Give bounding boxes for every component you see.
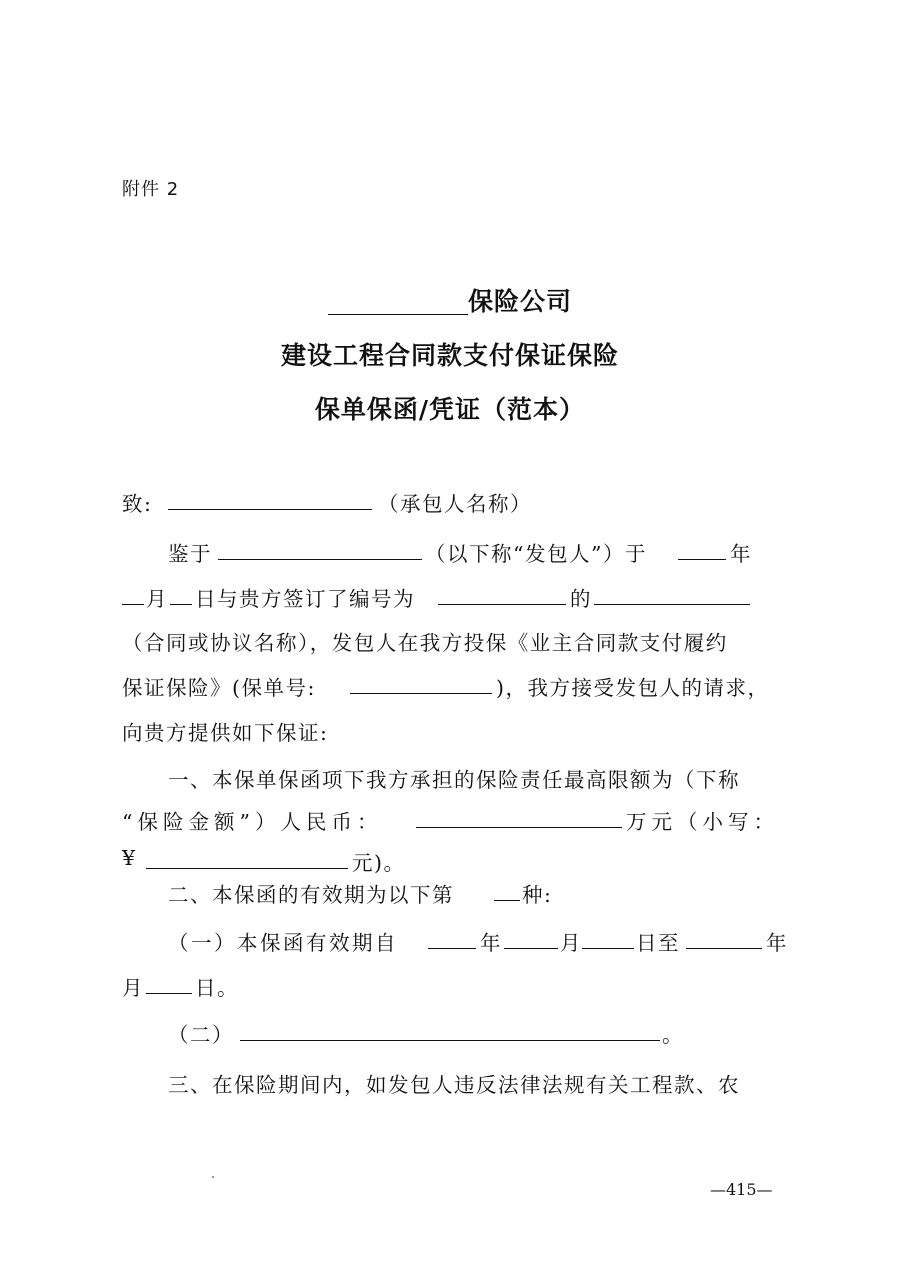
page-number: —415— — [710, 1180, 773, 1199]
p5-text-a: （二） — [168, 1023, 234, 1047]
p1-text-h: 保证保险》(保单号: — [122, 676, 316, 700]
contract-name-blank[interactable] — [594, 582, 750, 605]
end-year-blank[interactable] — [686, 926, 762, 949]
p4-text-a: （一）本保函有效期自 — [168, 931, 398, 955]
sign-day-blank[interactable] — [170, 582, 192, 605]
p6-text-a: 三、在保险期间内，如发包人违反法律法规有关工程款、农 — [168, 1073, 740, 1097]
p1-text-i: )，我方接受发包人的请求， — [496, 676, 770, 700]
employer-name-blank[interactable] — [218, 537, 422, 560]
p1-text-a: 鉴于 — [168, 542, 212, 566]
to-suffix: （承包人名称） — [378, 492, 532, 516]
start-month-blank[interactable] — [504, 926, 558, 949]
p1-text-e: 日与贵方签订了编号为 — [195, 587, 415, 611]
amount-yuan-blank[interactable] — [146, 846, 348, 869]
start-year-blank[interactable] — [428, 926, 476, 949]
p4-text-f: 月 — [122, 976, 144, 1000]
title-insurer-suffix: 保险公司 — [467, 287, 572, 316]
p1-text-b: （以下称“发包人”）于 — [425, 542, 647, 566]
p3-text-a: 二、本保函的有效期为以下第 — [168, 883, 454, 907]
p2-text-e: 元)。 — [352, 851, 406, 875]
p4-text-d: 日至 — [636, 931, 680, 955]
p3-text-b: 种: — [522, 883, 553, 907]
title-line-3: 保单保函/凭证（范本） — [314, 395, 586, 424]
scan-speck — [212, 1176, 214, 1178]
insurer-name-blank[interactable] — [328, 287, 468, 314]
other-validity-blank[interactable] — [240, 1018, 660, 1041]
amount-wan-blank[interactable] — [416, 805, 622, 828]
start-day-blank[interactable] — [582, 926, 634, 949]
p1-text-d: 月 — [146, 587, 168, 611]
contract-number-blank[interactable] — [438, 582, 566, 605]
end-day-blank[interactable] — [146, 971, 192, 994]
p5-text-b: 。 — [662, 1023, 684, 1047]
p4-text-e: 年 — [766, 931, 788, 955]
p4-text-c: 月 — [560, 931, 582, 955]
policy-number-blank[interactable] — [350, 671, 492, 694]
sign-month-blank[interactable] — [122, 582, 144, 605]
title-line-2: 建设工程合同款支付保证保险 — [280, 341, 619, 370]
p4-text-b: 年 — [480, 931, 502, 955]
sign-year-blank[interactable] — [678, 537, 726, 560]
attachment-label: 附件 2 — [122, 179, 180, 200]
p1-text-g: （合同或协议名称），发包人在我方投保《业主合同款支付履约 — [122, 631, 728, 655]
p1-text-j: 向贵方提供如下保证: — [122, 721, 329, 745]
p1-text-f: 的 — [570, 587, 592, 611]
p1-text-c: 年 — [730, 542, 752, 566]
p2-text-a: 一、本保单保函项下我方承担的保险责任最高限额为（下称 — [168, 768, 740, 792]
p2-text-c: 万元（小写： — [626, 810, 779, 834]
title-line-1 — [0, 282, 900, 318]
validity-option-blank[interactable] — [494, 878, 520, 901]
p4-text-g: 日。 — [195, 976, 239, 1000]
to-prefix: 致: — [122, 492, 153, 516]
contractor-name-blank[interactable] — [168, 487, 372, 510]
yuan-symbol: ¥ — [122, 846, 137, 870]
p2-text-b: “保险金额”）人民币： — [122, 810, 383, 834]
